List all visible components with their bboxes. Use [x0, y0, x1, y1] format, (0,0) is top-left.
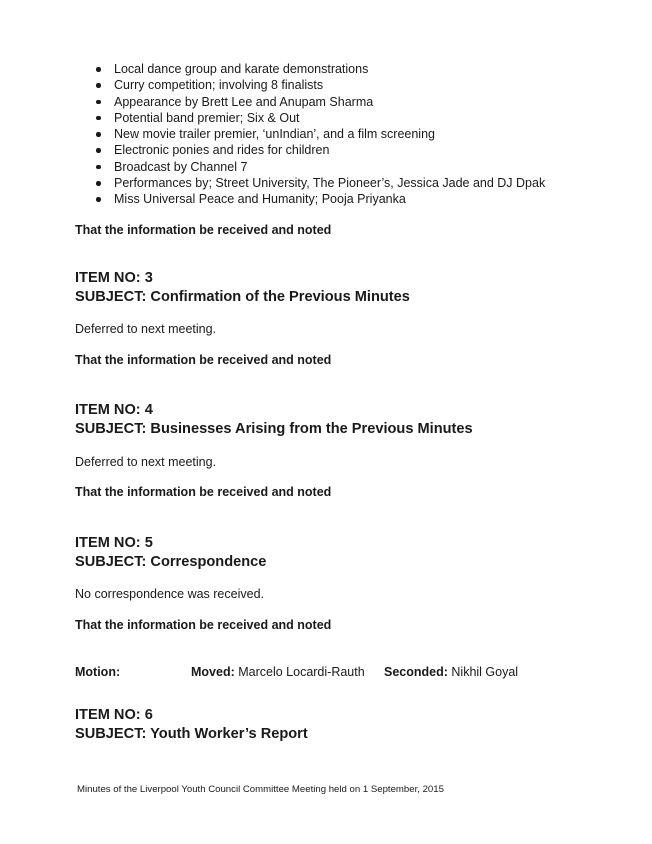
list-item	[96, 126, 545, 142]
event-highlights-list	[96, 61, 545, 208]
list-item-text: Performances by; Street University, The Pioneer’s, Jessica Jade and DJ Dpak	[114, 176, 546, 191]
page-footer: Minutes of the Liverpool Youth Council Committee Meeting held on 1 September, 2015	[77, 784, 444, 795]
list-item-text: Appearance by Brett Lee and Anupam Sharma	[114, 94, 374, 109]
item-number-heading: ITEM NO: 5	[75, 535, 153, 551]
item-number-heading: ITEM NO: 6	[75, 707, 153, 723]
list-item	[96, 61, 545, 77]
bullet-icon	[96, 100, 101, 105]
resolution-text: That the information be received and noted	[75, 223, 332, 237]
resolution-text: That the information be received and noted	[75, 485, 332, 499]
list-item-text: Miss Universal Peace and Humanity; Pooja Priyanka	[114, 192, 406, 207]
item-body-text: No correspondence was received.	[75, 587, 264, 601]
moved-label: Moved:	[191, 665, 235, 679]
list-item	[96, 191, 545, 207]
bullet-icon	[96, 165, 101, 170]
item-body-text: Deferred to next meeting.	[75, 322, 217, 336]
list-item	[96, 159, 545, 175]
list-item	[96, 77, 545, 93]
list-item	[96, 175, 545, 191]
list-item	[96, 142, 545, 158]
list-item-text: Broadcast by Channel 7	[114, 159, 248, 174]
list-item-text: Curry competition; involving 8 finalists	[114, 78, 324, 93]
motion-line	[0, 665, 652, 681]
bullet-icon	[96, 116, 101, 121]
bullet-icon	[96, 197, 101, 202]
bullet-icon	[96, 132, 101, 137]
item-number-heading: ITEM NO: 3	[75, 270, 153, 286]
resolution-text: That the information be received and noted	[75, 353, 332, 367]
list-item-text: Potential band premier; Six & Out	[114, 110, 300, 125]
bullet-icon	[96, 67, 101, 72]
list-item-text: New movie trailer premier, ‘unIndian’, and a film screening	[114, 127, 435, 142]
list-item	[96, 110, 545, 126]
seconded-name: Nikhil Goyal	[451, 665, 519, 679]
item-subject-heading: SUBJECT: Confirmation of the Previous Minutes	[75, 289, 410, 305]
list-item-text: Electronic ponies and rides for children	[114, 143, 330, 158]
bullet-icon	[96, 148, 101, 153]
bullet-icon	[96, 83, 101, 88]
item-body-text: Deferred to next meeting.	[75, 455, 217, 469]
item-number-heading: ITEM NO: 4	[75, 402, 153, 418]
resolution-text: That the information be received and noted	[75, 618, 332, 632]
motion-label: Motion:	[75, 665, 121, 679]
item-subject-heading: SUBJECT: Correspondence	[75, 554, 267, 570]
seconded-label: Seconded:	[384, 665, 448, 679]
list-item-text: Local dance group and karate demonstrations	[114, 62, 369, 76]
bullet-icon	[96, 181, 101, 186]
moved-name: Marcelo Locardi-Rauth	[238, 665, 365, 679]
list-item	[96, 94, 545, 110]
item-subject-heading: SUBJECT: Youth Worker’s Report	[75, 726, 308, 742]
item-subject-heading: SUBJECT: Businesses Arising from the Previous Minutes	[75, 421, 473, 437]
